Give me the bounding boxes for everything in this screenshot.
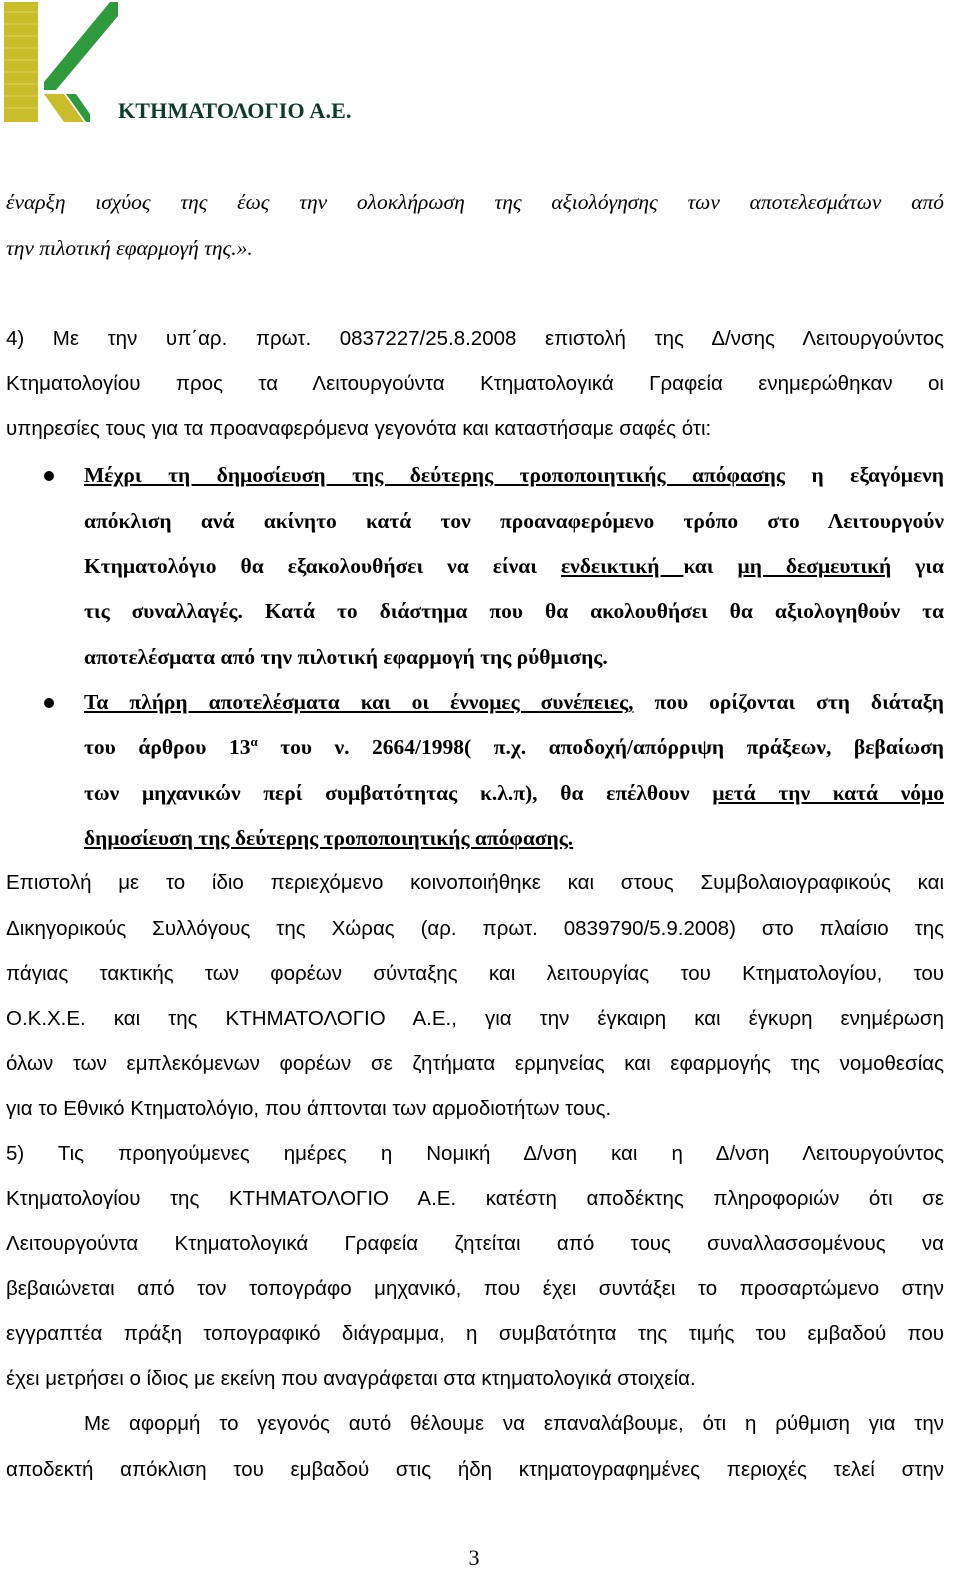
- text-line: Λειτουργούντα Κτηματολογικά Γραφεία ζητείται από τους συναλλασσομένους να: [6, 1232, 944, 1255]
- bullet-icon: [44, 471, 54, 481]
- bullet-line: [84, 778, 944, 808]
- bullet-line: απόκλιση ανά ακίνητο κατά τον προαναφερόμενο τρόπο στο Λειτουργούν: [84, 509, 944, 533]
- bullet-line: [84, 460, 944, 490]
- text-line: Επιστολή με το ίδιο περιεχόμενο κοινοποιήθηκε και στους Συμβολαιογραφικούς και: [6, 871, 944, 894]
- text-line: την πιλοτική εφαρμογή της.».: [6, 236, 253, 260]
- text-span: και: [683, 554, 738, 578]
- text-span: που ορίζονται στη διάταξη: [633, 690, 944, 714]
- underlined-text: ενδεικτική: [560, 554, 684, 578]
- bullet-line: [84, 823, 944, 853]
- bullet-line: [84, 732, 944, 762]
- text-line: αποδεκτή απόκλιση του εμβαδού στις ήδη κτηματογραφημένες περιοχές τελεί στην: [6, 1458, 944, 1481]
- bullet-icon: [44, 698, 54, 708]
- text-span: των μηχανικών περί συμβατότητας κ.λ.π), θα επέλθουν: [84, 781, 713, 805]
- text-line: Με αφορμή το γεγονός αυτό θέλουμε να επαναλάβουμε, ότι η ρύθμιση για την: [84, 1412, 944, 1435]
- bullet-line: [84, 551, 944, 581]
- page-number: 3: [468, 1545, 480, 1570]
- text-line: έναρξη ισχύος της έως την ολοκλήρωση της αξιολόγησης των αποτελεσμάτων από: [6, 190, 944, 214]
- text-line: πάγιας τακτικής των φορέων σύνταξης και λειτουργίας του Κτηματολογίου, του: [6, 962, 944, 985]
- text-span: για: [891, 554, 944, 578]
- text-line: 4) Με την υπ΄αρ. πρωτ. 0837227/25.8.2008 επιστολή της Δ/νσης Λειτουργούντος: [6, 327, 944, 350]
- underlined-text: μετά την κατά νόμο: [712, 781, 944, 805]
- text-line: όλων των εμπλεκόμενων φορέων σε ζητήματα ερμηνείας και εφαρμογής της νομοθεσίας: [6, 1052, 944, 1075]
- text-span: η εξαγόμενη: [784, 463, 944, 487]
- underlined-text: δημοσίευση της δεύτερης τροποποιητικής απόφασης.: [84, 826, 574, 850]
- text-line: Κτηματολογίου της ΚΤΗΜΑΤΟΛΟΓΙΟ Α.Ε. κατέστη αποδέκτης πληροφοριών ότι σε: [6, 1187, 944, 1210]
- organization-name: ΚΤΗΜΑΤΟΛΟΓΙΟ Α.Ε.: [118, 98, 352, 123]
- superscript: α: [250, 733, 258, 749]
- text-span: του άρθρου 13: [84, 735, 251, 759]
- text-line: Ο.Κ.Χ.Ε. και της ΚΤΗΜΑΤΟΛΟΓΙΟ Α.Ε., για την έγκαιρη και έγκυρη ενημέρωση: [6, 1007, 944, 1030]
- bullet-line: αποτελέσματα από την πιλοτική εφαρμογή της ρύθμισης.: [84, 645, 608, 669]
- text-line: Κτηματολογίου προς τα Λειτουργούντα Κτηματολογικά Γραφεία ενημερώθηκαν οι: [6, 372, 944, 395]
- text-line: Δικηγορικούς Συλλόγους της Χώρας (αρ. πρωτ. 0839790/5.9.2008) στο πλαίσιο της: [6, 917, 944, 940]
- text-line: έχει μετρήσει ο ίδιος με εκείνη που αναγράφεται στα κτηματολογικά στοιχεία.: [6, 1367, 696, 1390]
- text-line: υπηρεσίες τους για τα προαναφερόμενα γεγονότα και καταστήσαμε σαφές ότι:: [6, 417, 712, 440]
- text-line: 5) Τις προηγούμενες ημέρες η Νομική Δ/νση και η Δ/νση Λειτουργούντος: [6, 1142, 944, 1165]
- underlined-text: μη δεσμευτική: [737, 554, 892, 578]
- text-line: για το Εθνικό Κτηματολόγιο, που άπτονται των αρμοδιοτήτων τους.: [6, 1097, 612, 1120]
- bullet-line: [84, 687, 944, 717]
- ktimatologio-logo: [4, 2, 118, 122]
- underlined-text: Τα πλήρη αποτελέσματα και οι έννομες συνέπειες,: [84, 690, 634, 714]
- underlined-text: Μέχρι τη δημοσίευση της δεύτερης τροποποιητικής απόφασης: [84, 463, 785, 487]
- text-span: Κτηματολόγιο θα εξακολουθήσει να είναι: [84, 554, 561, 578]
- bullet-line: τις συναλλαγές. Κατά το διάστημα που θα ακολουθήσει θα αξιολογηθούν τα: [84, 599, 944, 623]
- text-line: βεβαιώνεται από τον τοπογράφο μηχανικό, που έχει συντάξει το προσαρτώμενο στην: [6, 1277, 944, 1300]
- text-span: του ν. 2664/1998( π.χ. αποδοχή/απόρριψη πράξεων, βεβαίωση: [257, 735, 944, 759]
- text-line: εγγραπτέα πράξη τοπογραφικό διάγραμμα, η συμβατότητα της τιμής του εμβαδού που: [6, 1322, 944, 1345]
